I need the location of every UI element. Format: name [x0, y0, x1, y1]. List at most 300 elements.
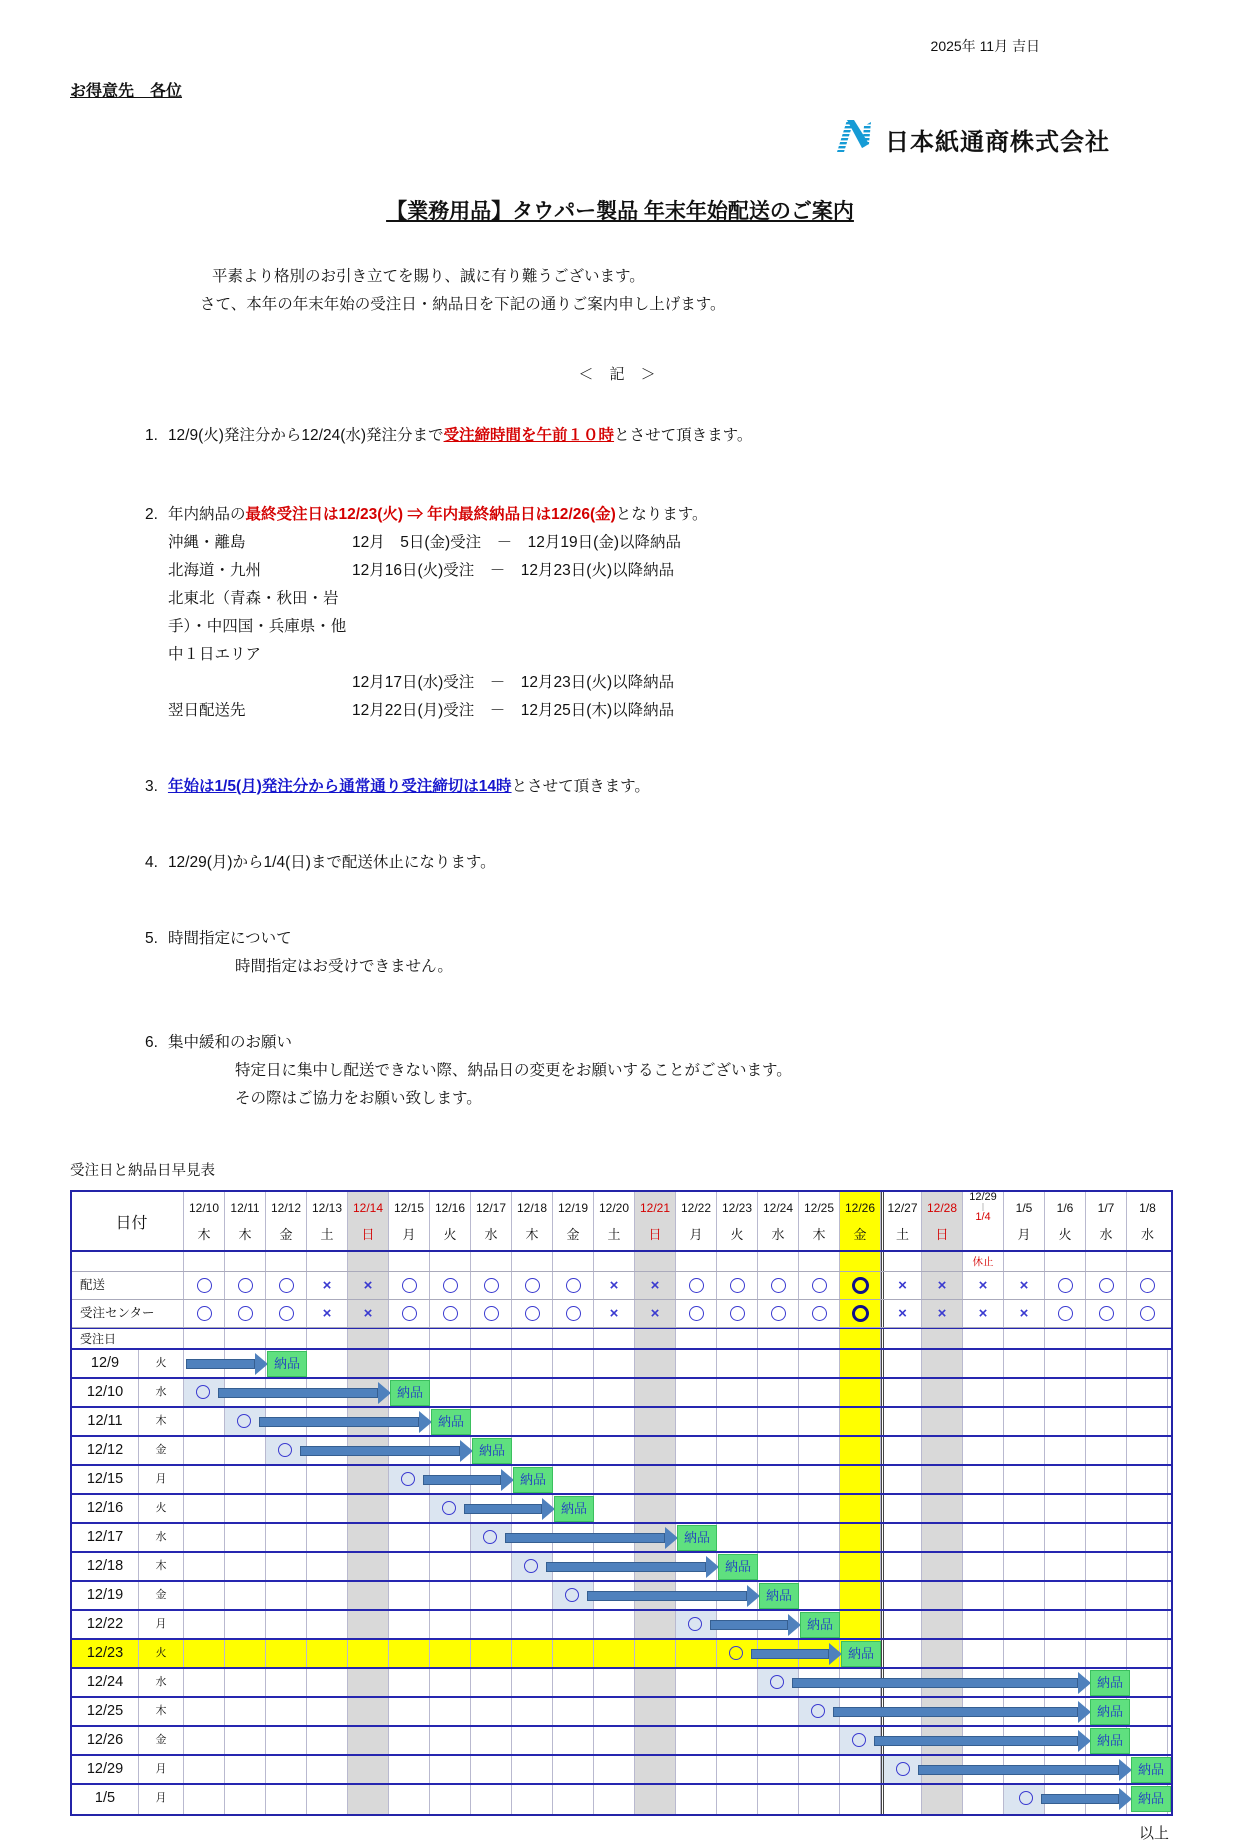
grid-cell [553, 1379, 594, 1406]
grid-cell [1045, 1408, 1086, 1435]
grid-cell [758, 1437, 799, 1464]
grid-cell [881, 1252, 922, 1271]
delivery-badge: 納品 [1131, 1786, 1171, 1812]
lead-time-arrow [423, 1475, 501, 1485]
grid-cell [594, 1727, 635, 1754]
header-cell [799, 1192, 840, 1250]
grid-cell [225, 1640, 266, 1667]
grid-cell [512, 1272, 553, 1299]
grid-cell [1045, 1272, 1086, 1299]
grid-cell [553, 1611, 594, 1638]
grid-cell [430, 1611, 471, 1638]
header-date: 12/23 [721, 1201, 753, 1215]
empty-label-cell [72, 1252, 184, 1271]
grid-cell [348, 1466, 389, 1493]
company-logo-icon [831, 114, 877, 165]
closed-mark: × [609, 1277, 619, 1294]
open-mark [443, 1306, 458, 1321]
grid-cell [676, 1437, 717, 1464]
availability-row [72, 1272, 1171, 1300]
grid-cell [266, 1329, 307, 1348]
grid-cell [225, 1495, 266, 1522]
region-dates: 12月17日(水)受注 － 12月23日(火)以降納品 [352, 674, 675, 691]
grid-cell [389, 1495, 430, 1522]
grid-cell [553, 1252, 594, 1271]
closed-mark: × [937, 1277, 947, 1294]
grid-cell [799, 1582, 840, 1609]
grid-cell [1127, 1379, 1168, 1406]
grid-cell [799, 1329, 840, 1348]
issue-date: 2025年 11月 吉日 [930, 38, 1040, 54]
header-cell [881, 1192, 922, 1250]
grid-cell [225, 1698, 266, 1725]
grid-cell [840, 1611, 881, 1638]
item-text-segment: 集中緩和のお願い [167, 1034, 292, 1051]
grid-cell [471, 1272, 512, 1299]
grid-cell [225, 1727, 266, 1754]
grid-cell [1004, 1408, 1045, 1435]
header-cell [225, 1192, 266, 1250]
notice-item [145, 424, 1170, 448]
closed-mark: × [898, 1305, 907, 1322]
grid-cell [1004, 1611, 1045, 1638]
gantt-dow-label: 木 [139, 1408, 184, 1435]
grid-cell [799, 1350, 840, 1377]
grid-cell [799, 1727, 840, 1754]
grid-cell [1127, 1350, 1168, 1377]
grid-cell [717, 1272, 758, 1299]
closed-mark: × [650, 1305, 660, 1322]
lead-time-arrow [710, 1620, 788, 1630]
header-date: 12/29 [969, 1191, 997, 1203]
grid-cell [1086, 1272, 1127, 1299]
grid-cell [1045, 1582, 1086, 1609]
grid-cell [1127, 1300, 1168, 1327]
grid-cell [389, 1756, 430, 1783]
grid-cell [799, 1408, 840, 1435]
grid-cell [963, 1582, 1004, 1609]
header-date: 12/11 [230, 1201, 260, 1215]
grid-cell [389, 1582, 430, 1609]
grid-cell [963, 1300, 1004, 1327]
item-text-segment: 年始は1/5(月)発注分から通常通り受注締切は14時 [167, 778, 512, 795]
grid-cell [1127, 1698, 1168, 1725]
order-date-label-row [72, 1328, 1171, 1350]
open-mark [689, 1306, 704, 1321]
grid-cell [348, 1582, 389, 1609]
grid-cell [1086, 1640, 1127, 1667]
availability-row [72, 1300, 1171, 1328]
grid-cell [430, 1272, 471, 1299]
grid-cell [963, 1252, 1004, 1271]
gantt-date-label: 12/19 [72, 1582, 139, 1609]
grid-cell [1086, 1437, 1127, 1464]
grid-cell [389, 1329, 430, 1348]
header-dow: 金 [566, 1227, 580, 1242]
grid-cell [389, 1785, 430, 1814]
grid-cell [1127, 1252, 1168, 1271]
open-mark [402, 1306, 417, 1321]
grid-cell [840, 1252, 881, 1271]
grid-cell [553, 1466, 594, 1493]
header-cell [717, 1192, 758, 1250]
grid-cell [553, 1408, 594, 1435]
header-dow: 水 [484, 1227, 498, 1242]
delivery-badge: 納品 [759, 1583, 799, 1609]
grid-cell [799, 1252, 840, 1271]
grid-cell [881, 1379, 922, 1406]
gantt-dow-label: 火 [139, 1495, 184, 1522]
grid-cell [635, 1698, 676, 1725]
open-mark [812, 1306, 827, 1321]
grid-cell [594, 1300, 635, 1327]
item-sub-line: その際はご協力をお願い致します。 [235, 1090, 482, 1107]
grid-cell [348, 1756, 389, 1783]
open-mark [852, 1277, 869, 1294]
open-mark [1058, 1306, 1073, 1321]
grid-cell [594, 1669, 635, 1696]
open-mark [279, 1306, 294, 1321]
grid-cell [881, 1553, 922, 1580]
grid-cell [635, 1495, 676, 1522]
grid-cell [594, 1698, 635, 1725]
greeting-line-2: さて、本年の年末年始の受注日・納品日を下記の通りご案内申し上げます。 [200, 296, 726, 313]
header-date: 12/15 [393, 1201, 425, 1215]
gantt-date-label: 12/10 [72, 1379, 139, 1406]
grid-cell [512, 1350, 553, 1377]
open-mark [238, 1306, 253, 1321]
order-date-circle [688, 1617, 702, 1631]
region-schedule-row [168, 529, 1170, 557]
gantt-row [72, 1466, 1171, 1495]
grid-cell [1045, 1466, 1086, 1493]
grid-cell [512, 1300, 553, 1327]
grid-cell [840, 1437, 881, 1464]
gantt-dow-label: 金 [139, 1727, 184, 1754]
closed-mark: × [650, 1277, 660, 1294]
grid-cell [553, 1350, 594, 1377]
header-range-bar: ｜ [979, 1202, 987, 1212]
order-date-circle [401, 1472, 415, 1486]
grid-cell [717, 1379, 758, 1406]
header-dow: 金 [279, 1227, 293, 1242]
grid-cell [840, 1329, 881, 1348]
grid-cell [266, 1582, 307, 1609]
grid-cell [717, 1408, 758, 1435]
grid-cell [963, 1524, 1004, 1551]
grid-cell [348, 1495, 389, 1522]
grid-cell [471, 1640, 512, 1667]
grid-cell [225, 1582, 266, 1609]
header-dow: 水 [1140, 1227, 1154, 1242]
grid-cell [1127, 1466, 1168, 1493]
lead-time-arrow [259, 1417, 419, 1427]
grid-cell [430, 1669, 471, 1696]
grid-cell [1086, 1408, 1127, 1435]
grid-cell [553, 1300, 594, 1327]
grid-cell [307, 1466, 348, 1493]
grid-cell [307, 1252, 348, 1271]
gantt-row [72, 1669, 1171, 1698]
grid-cell [512, 1611, 553, 1638]
grid-cell [799, 1495, 840, 1522]
item-number: 1. [145, 427, 158, 444]
suspension-note: 休止 [972, 1256, 994, 1268]
order-date-circle [483, 1530, 497, 1544]
order-date-circle [811, 1704, 825, 1718]
header-date: 12/18 [516, 1201, 548, 1215]
greeting-line-1: 平素より格別のお引き立てを賜り、誠に有り難うございます。 [212, 268, 645, 285]
grid-cell [922, 1252, 963, 1271]
grid-cell [594, 1272, 635, 1299]
header-dow: 土 [607, 1227, 621, 1242]
item-text-segment: 時間指定について [167, 930, 292, 947]
grid-cell [717, 1756, 758, 1783]
grid-cell [184, 1640, 225, 1667]
grid-cell [266, 1698, 307, 1725]
grid-cell [348, 1272, 389, 1299]
item-number: 6. [145, 1034, 158, 1051]
gantt-date-label: 12/25 [72, 1698, 139, 1725]
header-dow: 月 [1017, 1227, 1031, 1242]
item-text [168, 930, 292, 947]
grid-cell [512, 1379, 553, 1406]
grid-cell [676, 1408, 717, 1435]
grid-cell [471, 1329, 512, 1348]
grid-cell [676, 1698, 717, 1725]
open-mark [771, 1278, 786, 1293]
grid-cell [225, 1756, 266, 1783]
order-date-circle [237, 1414, 251, 1428]
gantt-dow-label: 木 [139, 1553, 184, 1580]
grid-cell [594, 1379, 635, 1406]
open-mark [730, 1278, 745, 1293]
lead-time-arrow [464, 1504, 542, 1514]
item-sub-lines [235, 1057, 1170, 1113]
header-cell [840, 1192, 881, 1250]
gantt-date-label: 12/12 [72, 1437, 139, 1464]
header-date: 12/12 [270, 1201, 302, 1215]
header-dow: 土 [895, 1227, 909, 1242]
gantt-dow-label: 火 [139, 1350, 184, 1377]
grid-cell [799, 1553, 840, 1580]
item-sub-line: 時間指定はお受けできません。 [235, 958, 453, 975]
grid-cell [717, 1785, 758, 1814]
closed-mark: × [978, 1277, 988, 1294]
item-text-segment: 12/9(火)発注分から12/24(水)発注分まで [167, 427, 444, 444]
grid-cell [840, 1350, 881, 1377]
grid-cell [184, 1727, 225, 1754]
grid-cell [963, 1611, 1004, 1638]
grid-cell [1045, 1495, 1086, 1522]
grid-cell [266, 1466, 307, 1493]
grid-cell [594, 1611, 635, 1638]
region-dates: 12月 5日(金)受注 － 12月19日(金)以降納品 [352, 534, 681, 551]
header-dow: 木 [197, 1227, 211, 1242]
grid-cell [635, 1640, 676, 1667]
open-mark [566, 1306, 581, 1321]
grid-cell [553, 1437, 594, 1464]
header-cell [307, 1192, 348, 1250]
header-date: 12/17 [475, 1201, 507, 1215]
grid-cell [594, 1466, 635, 1493]
header-cell [553, 1192, 594, 1250]
grid-cell [512, 1727, 553, 1754]
grid-cell [594, 1437, 635, 1464]
grid-cell [881, 1350, 922, 1377]
open-mark [1099, 1306, 1114, 1321]
header-dow: 金 [853, 1227, 867, 1242]
grid-cell [1004, 1329, 1045, 1348]
grid-cell [881, 1329, 922, 1348]
lead-time-arrow [186, 1359, 255, 1369]
gantt-date-label: 12/17 [72, 1524, 139, 1551]
header-dow: 月 [689, 1227, 703, 1242]
grid-cell [676, 1640, 717, 1667]
grid-cell [471, 1611, 512, 1638]
lead-time-arrow [218, 1388, 378, 1398]
grid-cell [225, 1466, 266, 1493]
grid-cell [1004, 1437, 1045, 1464]
header-dow: 月 [402, 1227, 416, 1242]
delivery-badge: 納品 [800, 1612, 840, 1638]
gantt-date-label: 12/26 [72, 1727, 139, 1754]
grid-cell [553, 1698, 594, 1725]
grid-cell [717, 1698, 758, 1725]
header-dow: 水 [771, 1227, 785, 1242]
grid-cell [1086, 1300, 1127, 1327]
grid-cell [184, 1437, 225, 1464]
grid-cell [635, 1727, 676, 1754]
grid-cell [348, 1727, 389, 1754]
grid-cell [225, 1252, 266, 1271]
closed-mark: × [1019, 1305, 1029, 1322]
grid-cell [307, 1756, 348, 1783]
gantt-dow-label: 水 [139, 1669, 184, 1696]
header-date: 12/25 [803, 1201, 835, 1215]
grid-cell [348, 1698, 389, 1725]
grid-cell [594, 1495, 635, 1522]
header-cell [922, 1192, 963, 1250]
header-date: 12/20 [598, 1201, 630, 1215]
header-dow: 水 [1099, 1227, 1113, 1242]
suspension-note-row [72, 1252, 1171, 1272]
grid-cell [389, 1300, 430, 1327]
grid-cell [799, 1756, 840, 1783]
grid-cell [676, 1669, 717, 1696]
item-number: 4. [145, 854, 158, 871]
notice-item [145, 503, 1170, 527]
availability-row-label: 受注センター [72, 1300, 184, 1327]
grid-cell [963, 1272, 1004, 1299]
gantt-dow-label: 月 [139, 1466, 184, 1493]
grid-cell [184, 1252, 225, 1271]
gantt-date-label: 12/9 [72, 1350, 139, 1377]
availability-row-label: 配送 [72, 1272, 184, 1299]
item-sub-lines [235, 953, 1170, 981]
open-mark [566, 1278, 581, 1293]
open-mark [852, 1305, 869, 1322]
grid-cell [348, 1300, 389, 1327]
grid-cell [430, 1379, 471, 1406]
grid-cell [1004, 1300, 1045, 1327]
item-text-segment: となります。 [615, 506, 708, 523]
header-dow: 日 [648, 1227, 662, 1242]
grid-cell [430, 1640, 471, 1667]
grid-cell [266, 1785, 307, 1814]
grid-cell [1127, 1408, 1168, 1435]
grid-cell [635, 1437, 676, 1464]
grid-cell [717, 1669, 758, 1696]
item-number: 5. [145, 930, 158, 947]
grid-cell [758, 1329, 799, 1348]
grid-cell [840, 1524, 881, 1551]
grid-cell [922, 1272, 963, 1299]
grid-cell [389, 1611, 430, 1638]
lead-time-arrow [833, 1707, 1078, 1717]
grid-cell [922, 1495, 963, 1522]
open-mark [525, 1306, 540, 1321]
grid-cell [881, 1300, 922, 1327]
grid-cell [471, 1252, 512, 1271]
grid-cell [922, 1408, 963, 1435]
grid-cell [348, 1252, 389, 1271]
greeting-block [70, 263, 1170, 319]
grid-cell [348, 1553, 389, 1580]
lead-time-arrow [918, 1765, 1119, 1775]
grid-cell [963, 1495, 1004, 1522]
grid-cell [430, 1329, 471, 1348]
grid-cell [758, 1300, 799, 1327]
grid-cell [430, 1553, 471, 1580]
grid-cell [758, 1272, 799, 1299]
region-schedule-row [168, 697, 1170, 725]
grid-cell [471, 1582, 512, 1609]
header-dow: 火 [730, 1227, 744, 1242]
grid-cell [881, 1524, 922, 1551]
grid-cell [922, 1785, 963, 1814]
order-date-circle [896, 1762, 910, 1776]
lead-time-arrow [1041, 1794, 1119, 1804]
grid-cell [1086, 1379, 1127, 1406]
grid-cell [184, 1611, 225, 1638]
lead-time-arrow [792, 1678, 1078, 1688]
grid-cell [1086, 1466, 1127, 1493]
gantt-date-label: 1/5 [72, 1785, 139, 1814]
item-text [168, 506, 708, 523]
grid-cell [471, 1553, 512, 1580]
delivery-badge: 納品 [513, 1467, 553, 1493]
grid-cell [1004, 1466, 1045, 1493]
delivery-badge: 納品 [390, 1380, 430, 1406]
grid-cell [389, 1524, 430, 1551]
open-mark [484, 1306, 499, 1321]
grid-cell [307, 1611, 348, 1638]
grid-cell [266, 1553, 307, 1580]
grid-cell [471, 1727, 512, 1754]
grid-cell [225, 1669, 266, 1696]
grid-cell [1045, 1553, 1086, 1580]
region-schedule-row [168, 669, 1170, 697]
grid-cell [758, 1727, 799, 1754]
grid-cell [266, 1252, 307, 1271]
header-cell [594, 1192, 635, 1250]
header-date: 12/13 [311, 1201, 343, 1215]
grid-cell [840, 1300, 881, 1327]
grid-cell [471, 1379, 512, 1406]
grid-cell [184, 1669, 225, 1696]
grid-cell [717, 1466, 758, 1493]
